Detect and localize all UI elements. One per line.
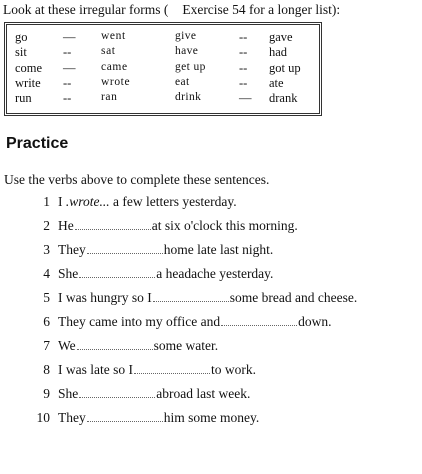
verb-base: sit bbox=[15, 45, 27, 59]
sentence-start: They bbox=[58, 410, 86, 425]
answer-blank[interactable] bbox=[75, 218, 151, 230]
answer-blank[interactable] bbox=[79, 266, 155, 278]
sentence-end: some water. bbox=[153, 338, 219, 353]
sentence-start: They came into my office and bbox=[58, 314, 221, 329]
sentence-item bbox=[28, 410, 259, 428]
answer-blank[interactable] bbox=[221, 314, 297, 326]
sentence-number: 5 bbox=[43, 290, 50, 305]
verb-dash: — bbox=[63, 30, 76, 44]
verb-dash: — bbox=[63, 61, 76, 75]
sentence-end: abroad last week. bbox=[156, 386, 251, 401]
sentence-number: 10 bbox=[36, 410, 50, 425]
verb-base: have bbox=[175, 45, 199, 57]
intro-text bbox=[3, 2, 340, 18]
sentence-end: to work. bbox=[210, 362, 256, 377]
answer-blank[interactable] bbox=[79, 386, 155, 398]
sentence-item bbox=[28, 218, 298, 236]
sentence-end: at six o'clock this morning. bbox=[151, 218, 298, 233]
verb-dash: -- bbox=[239, 45, 248, 59]
sentence-start: They bbox=[58, 242, 86, 257]
verb-base: come bbox=[15, 61, 43, 75]
sentence-start: I was late so I bbox=[58, 362, 133, 377]
sentence-start: She bbox=[58, 266, 79, 281]
verb-table bbox=[4, 22, 322, 116]
verb-base: get up bbox=[175, 61, 206, 73]
verb-past: wrote bbox=[101, 76, 131, 88]
sentence-item bbox=[28, 314, 331, 332]
sentence-end: a headache yesterday. bbox=[156, 266, 274, 281]
sentence-end: home late last night. bbox=[163, 242, 274, 257]
sentence-start: We bbox=[58, 338, 76, 353]
verb-base: write bbox=[15, 76, 41, 90]
verb-base: drink bbox=[175, 91, 202, 103]
sentence-end: him some money. bbox=[163, 410, 260, 425]
sentence-number: 9 bbox=[43, 386, 50, 401]
verb-past: came bbox=[101, 61, 128, 73]
answer-blank[interactable] bbox=[87, 242, 163, 254]
verb-past: got up bbox=[269, 61, 301, 75]
answer-blank[interactable] bbox=[134, 362, 210, 374]
sentence-start: I bbox=[58, 194, 63, 209]
sentence-item bbox=[28, 194, 237, 212]
sentence-number: 1 bbox=[43, 194, 50, 209]
sentence-end: down. bbox=[298, 314, 332, 329]
verb-dash: -- bbox=[239, 30, 248, 44]
verb-past: ate bbox=[269, 76, 284, 90]
sentence-number: 4 bbox=[43, 266, 50, 281]
sentence-end: some bread and cheese. bbox=[229, 290, 358, 305]
verb-dash: -- bbox=[63, 45, 72, 59]
verb-past: gave bbox=[269, 30, 293, 44]
verb-past: had bbox=[269, 45, 288, 59]
answer-blank[interactable] bbox=[77, 338, 153, 350]
sentence-answer: .wrote... bbox=[65, 194, 110, 209]
verb-past: ran bbox=[101, 91, 118, 103]
sentence-number: 2 bbox=[43, 218, 50, 233]
verb-past: went bbox=[101, 30, 126, 42]
sentence-end: a few letters yesterday. bbox=[113, 194, 237, 209]
verb-base: go bbox=[15, 30, 28, 44]
verb-past: drank bbox=[269, 91, 298, 105]
verb-dash: -- bbox=[239, 76, 248, 90]
sentence-start: He bbox=[58, 218, 74, 233]
sentence-start: I was hungry so I bbox=[58, 290, 152, 305]
verb-dash: -- bbox=[63, 76, 72, 90]
sentence-item bbox=[28, 362, 256, 380]
answer-blank[interactable] bbox=[153, 290, 229, 302]
intro-suffix: Exercise 54 for a longer list): bbox=[182, 2, 341, 17]
verb-past: sat bbox=[101, 45, 116, 57]
verb-dash: -- bbox=[239, 61, 248, 75]
verb-base: run bbox=[15, 91, 32, 105]
sentence-item bbox=[28, 266, 273, 284]
sentence-number: 6 bbox=[43, 314, 50, 329]
sentence-item bbox=[28, 290, 357, 308]
sentence-item bbox=[28, 386, 250, 404]
practice-instruction: Use the verbs above to complete these sentences. bbox=[4, 172, 270, 187]
sentence-start: She bbox=[58, 386, 79, 401]
sentence-number: 8 bbox=[43, 362, 50, 377]
verb-base: eat bbox=[175, 76, 190, 88]
sentence-item bbox=[28, 242, 273, 260]
sentence-number: 7 bbox=[43, 338, 50, 353]
answer-blank[interactable] bbox=[87, 410, 163, 422]
intro-prefix: Look at these irregular forms ( bbox=[3, 2, 169, 17]
sentence-number: 3 bbox=[43, 242, 50, 257]
verb-dash: — bbox=[239, 91, 252, 105]
sentence-item bbox=[28, 338, 218, 356]
verb-dash: -- bbox=[63, 91, 72, 105]
verb-base: give bbox=[175, 30, 197, 42]
practice-heading: Practice bbox=[6, 135, 69, 152]
